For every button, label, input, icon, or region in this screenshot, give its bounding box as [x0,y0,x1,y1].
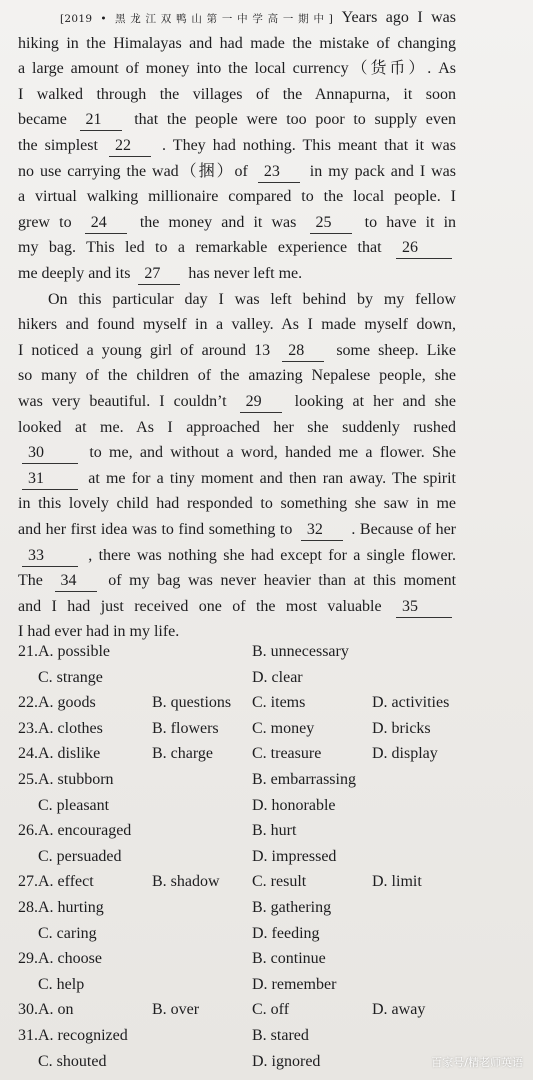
passage-line [18,210,456,236]
passage-text: became [18,111,67,129]
option-choice[interactable]: D. limit [372,873,422,891]
answer-blank[interactable]: 21 [80,109,122,131]
option-choice[interactable]: A. recognized [38,1027,128,1044]
passage-text: the money and it was [139,213,297,231]
passage-text: , there was nothing she had except for a single flower. [88,546,456,564]
option-choice[interactable]: A. stubborn [38,771,114,788]
option-choice[interactable]: C. caring [38,924,97,942]
question-number: 22. [18,694,38,712]
answer-blank[interactable]: 26 [396,237,452,259]
question-number: 27. [18,873,38,891]
passage-line [18,184,456,210]
passage-text: a virtual walking millionaire compared to the local people. I [18,188,456,206]
answer-blank[interactable]: 23 [258,161,300,183]
passage-line [18,82,456,108]
option-choice[interactable]: A. dislike [38,745,101,763]
passage-line [18,235,456,261]
question-number: 25. [18,771,38,788]
question-number: 26. [18,822,38,840]
passage-text: no use carrying the wad（捆）of [18,162,248,180]
option-choice[interactable]: C. items [252,694,306,712]
option-choice[interactable]: C. treasure [252,745,322,763]
passage-text: to have it in [364,213,456,231]
option-choice[interactable]: D. honorable [252,796,336,814]
option-choice[interactable]: D. display [372,745,438,763]
option-choice[interactable]: A. effect [38,873,94,891]
passage-text: looked at me. As I approached her she suddenly rushed [18,418,456,436]
passage-line [48,287,456,313]
question-number: 21. [18,643,38,660]
passage-text: On this particular day I was left behind by my fellow [48,290,456,308]
passage-text: some sheep. Like [336,341,456,359]
passage-text: to me, and without a word, handed me a flower. She [89,444,456,462]
option-choice[interactable]: B. gathering [252,899,332,916]
answer-blank[interactable]: 29 [240,391,282,413]
passage-text: a large amount of money into the local currency（货币）. As [18,60,456,78]
option-choice[interactable]: A. hurting [38,899,104,916]
passage-text: I noticed a young girl of around 13 [18,341,271,359]
passage-text: has never left me. [188,265,303,282]
answer-blank[interactable]: 22 [109,135,151,157]
option-choice[interactable]: C. pleasant [38,796,110,814]
passage-text: Years ago I was [341,9,456,26]
option-choice[interactable]: B. shadow [152,873,220,891]
passage-text: the simplest [18,137,98,154]
option-choice[interactable]: A. goods [38,694,96,712]
passage-text: The [18,572,43,590]
option-choice[interactable]: C. strange [38,668,103,686]
passage-line [18,107,456,133]
option-choice[interactable]: B. hurt [252,822,297,840]
passage-line [60,5,456,31]
question-number: 31. [18,1027,38,1044]
passage-line [18,56,456,82]
passage-text: hikers and found myself in a valley. As I made myself down, [18,316,456,334]
answer-blank[interactable]: 33 [22,545,78,567]
passage-text: me deeply and its [18,265,131,282]
passage-line [18,133,456,159]
option-choice[interactable]: D. clear [252,668,303,686]
answer-blank[interactable]: 25 [310,212,352,234]
answer-blank[interactable]: 24 [85,212,127,234]
option-choice[interactable]: D. impressed [252,847,337,865]
source-tag: [2019 • 黑龙江双鸭山第一中学高一期中] [60,13,334,25]
option-choice[interactable]: C. help [38,975,85,993]
question-number: 28. [18,899,38,916]
passage-line [18,159,456,185]
option-choice[interactable]: D. activities [372,694,450,712]
passage-text: hiking in the Himalayas and had made the mistake of changing [18,34,456,52]
passage-text: grew to [18,213,72,231]
passage-text: and her first idea was to find something to [18,521,293,538]
option-choice[interactable]: B. unnecessary [252,643,349,660]
watermark: 百家号/精老师英语 [431,1056,523,1069]
answer-blank[interactable]: 32 [301,519,343,541]
question-number: 23. [18,719,38,737]
passage-text: . They had nothing. This meant that it was [162,137,456,154]
option-choice[interactable]: C. money [252,719,315,737]
passage-text: my bag. This led to a remarkable experience that [18,239,382,257]
answer-blank[interactable]: 27 [138,263,180,285]
option-choice[interactable]: D. remember [252,975,337,993]
option-choice[interactable]: B. continue [252,950,326,968]
passage-text: and I had just received one of the most valuable [18,597,382,615]
passage-line [18,543,456,569]
option-choice[interactable]: C. off [252,1001,290,1019]
passage-line [18,363,456,389]
option-choice[interactable]: B. over [152,1001,200,1019]
passage-line [18,261,456,287]
passage-line [18,389,456,415]
passage-line [18,517,456,543]
passage-line [18,312,456,338]
option-choice[interactable]: B. embarrassing [252,771,356,788]
question-number: 30. [18,1001,38,1019]
option-choice[interactable]: A. possible [38,643,110,660]
question-number: 29. [18,950,38,968]
passage-text: in this lovely child had responded to something she saw in me [18,495,456,513]
option-choice[interactable]: C. persuaded [38,847,122,865]
option-choice[interactable]: C. result [252,873,307,891]
passage-line [18,594,456,620]
option-choice[interactable]: B. charge [152,745,214,763]
option-choice[interactable]: D. feeding [252,924,320,942]
option-choice[interactable]: A. choose [38,950,102,968]
passage-text: of my bag was never heavier than at this moment [108,572,456,590]
answer-blank[interactable]: 31 [22,468,78,490]
passage-text: in my pack and I was [309,162,456,180]
passage-text: I had ever had in my life. [18,623,180,641]
option-choice[interactable]: D. away [372,1001,426,1019]
answer-blank[interactable]: 34 [55,570,97,592]
option-choice[interactable]: C. shouted [38,1052,107,1070]
passage-text: so many of the children of the amazing Nepalese people, she [18,367,456,385]
passage-line [18,440,456,466]
option-choice[interactable]: A. on [38,1001,74,1019]
passage-line [18,338,456,364]
passage-line [18,491,456,517]
passage-text: looking at her and she [294,393,456,410]
option-choice[interactable]: B. questions [152,694,232,712]
option-choice[interactable]: A. encouraged [38,822,132,840]
passage-text: . Because of her [351,521,456,538]
answer-blank[interactable]: 30 [22,442,78,464]
passage-text: that the people were too poor to supply even [134,111,456,129]
passage-text: at me for a tiny moment and then ran away. The spirit [88,469,456,487]
passage-text: was very beautiful. I couldn’t [18,393,227,410]
question-number: 24. [18,745,38,763]
passage-line [18,466,456,492]
passage-line [18,415,456,441]
answer-blank[interactable]: 35 [396,596,452,618]
option-choice[interactable]: B. stared [252,1027,309,1044]
passage-text: I walked through the villages of the Annapurna, it soon [18,85,456,103]
option-choice[interactable]: D. bricks [372,719,431,737]
option-choice[interactable]: D. ignored [252,1052,321,1070]
answer-blank[interactable]: 28 [282,340,324,362]
passage-line [18,568,456,594]
option-choice[interactable]: A. clothes [38,719,103,737]
passage-line [18,31,456,57]
option-choice[interactable]: B. flowers [152,719,219,737]
